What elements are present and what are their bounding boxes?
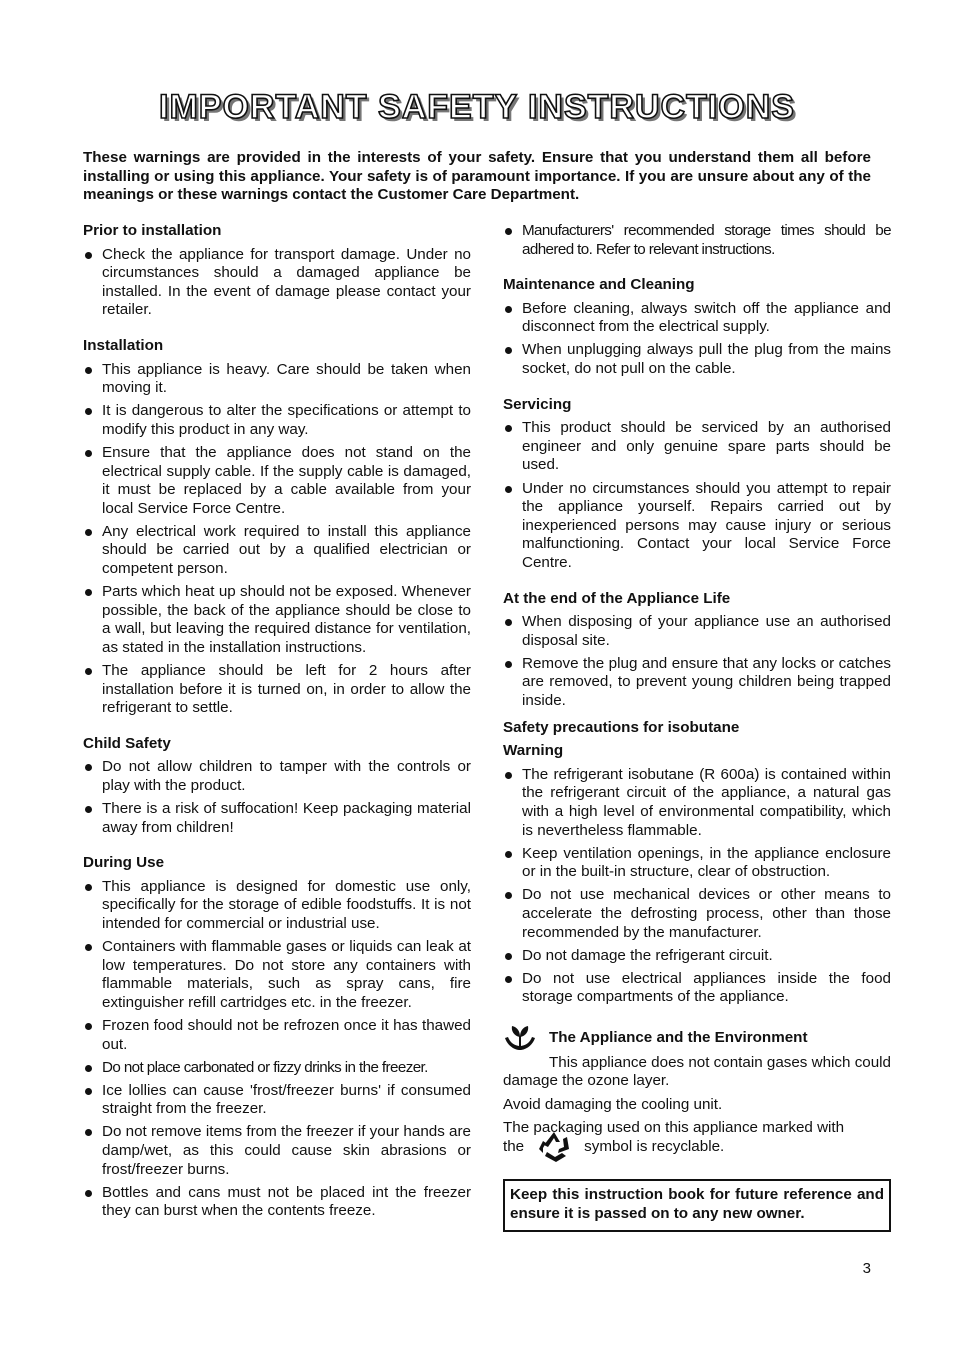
right-column — [503, 222, 891, 1232]
section-heading: During Use — [83, 854, 165, 872]
list-item: Do not place carbonated or fizzy drinks in the freezer. — [83, 1059, 471, 1078]
list-item: This appliance is heavy. Care should be taken when moving it. — [83, 361, 471, 398]
list-item: Under no circumstances should you attempt to repair the appliance yourself. Repairs carried out by inexperienced persons may cause injury or serious malfunctioning. Contact your local Service Force Centre. — [503, 480, 891, 573]
section-heading: Prior to installation — [83, 222, 222, 239]
list-item: When unplugging always pull the plug from the mains socket, do not pull on the cable. — [503, 341, 891, 378]
section-child-safety — [83, 735, 471, 837]
section-heading: At the end of the Appliance Life — [503, 589, 731, 607]
list-item: The refrigerant isobutane (R 600a) is contained within the refrigerant circuit of the appliance, a natural gas with a high level of environmental compatibility, which is nevertheless flammable. — [503, 766, 891, 840]
list-item: Manufacturers' recommended storage times should be adhered to. Refer to relevant instructions. — [503, 222, 891, 259]
list-item: When disposing of your appliance use an authorised disposal site. — [503, 613, 891, 650]
list-item: Before cleaning, always switch off the appliance and disconnect from the electrical supply. — [503, 300, 891, 337]
list-item: Bottles and cans must not be placed int the freezer they can burst when the contents freeze. — [83, 1184, 471, 1221]
list-item: There is a risk of suffocation! Keep packaging material away from children! — [83, 800, 471, 837]
list-item: Do not damage the refrigerant circuit. — [503, 947, 891, 966]
list-item: Any electrical work required to install this appliance should be carried out by a qualified electrician or competent person. — [83, 523, 471, 579]
section-end-of-life — [503, 590, 891, 711]
list-item: Ensure that the appliance does not stand on the electrical supply cable. If the supply cable is damaged, it must be replaced by a cable available from your local Service Force Centre. — [83, 444, 471, 518]
section-isobutane — [503, 719, 891, 1007]
list-item: Keep ventilation openings, in the appliance enclosure or in the built-in structure, clear of obstruction. — [503, 845, 891, 882]
page-number: 3 — [862, 1260, 871, 1277]
section-heading: Maintenance and Cleaning — [503, 276, 695, 294]
section-storage — [503, 222, 891, 259]
section-heading: The Appliance and the Environment — [549, 1028, 808, 1046]
section-during-use — [83, 854, 471, 1221]
list-item: Frozen food should not be refrozen once it has thawed out. — [83, 1017, 471, 1054]
environment-paragraph: Avoid damaging the cooling unit. — [503, 1095, 723, 1113]
section-subheading: Warning — [503, 742, 564, 760]
list-item: It is dangerous to alter the specifications or attempt to modify this product in any way. — [83, 402, 471, 439]
recycle-text-before: the — [503, 1137, 525, 1155]
left-column — [83, 222, 471, 1238]
section-heading: Child Safety — [83, 734, 171, 752]
section-heading: Safety precautions for isobutane — [503, 718, 740, 736]
plant-hands-icon — [503, 1024, 537, 1052]
list-item: Parts which heat up should not be exposed. Whenever possible, the back of the appliance should be close to a wall, but leaving the required distance for ventilation, as stated in the installation instructions. — [83, 583, 471, 657]
list-item: The appliance should be left for 2 hours after installation before it is turned on, in order to allow the refrigerant to settle. — [83, 662, 471, 718]
section-heading: Servicing — [503, 395, 572, 413]
notice-box: Keep this instruction book for future reference and ensure it is passed on to any new owner. — [503, 1179, 891, 1232]
intro-warning: These warnings are provided in the interests of your safety. Ensure that you understand them all before installing or using this appliance. Your safety is of paramount importance. If you are unsure about any of the meanings or these warnings contact the Customer Care Department. — [83, 149, 871, 204]
environment-paragraph: The packaging used on this appliance marked with — [503, 1118, 845, 1136]
section-maintenance — [503, 276, 891, 378]
list-item: Ice lollies can cause 'frost/freezer burns' if consumed straight from the freezer. — [83, 1082, 471, 1119]
list-item: Do not use mechanical devices or other means to accelerate the defrosting process, other than those recommended by the manufacturer. — [503, 886, 891, 942]
list-item: This appliance is designed for domestic use only, specifically for the storage of edible foodstuffs. It is not intended for commercial or industrial use. — [83, 878, 471, 934]
section-installation — [83, 337, 471, 718]
list-item: Containers with flammable gases or liquids can leak at low temperatures. Do not store any containers with flammable materials, such as spray cans, fire extinguisher refill cartridges etc. in the freezer. — [83, 938, 471, 1012]
page-title: IMPORTANT SAFETY INSTRUCTIONS — [159, 88, 795, 126]
section-servicing — [503, 396, 891, 573]
section-heading: Installation — [83, 336, 164, 354]
list-item: Do not allow children to tamper with the controls or play with the product. — [83, 758, 471, 795]
section-environment — [503, 1024, 891, 1233]
list-item: Do not remove items from the freezer if your hands are damp/wet, as this could cause skin abrasions or frost/freezer burns. — [83, 1123, 471, 1179]
section-prior-to-installation — [83, 222, 471, 320]
environment-heading-row — [503, 1024, 891, 1052]
list-item: Check the appliance for transport damage. Under no circumstances should a damaged appliance be installed. In the event of damage please contact your retailer. — [83, 246, 471, 320]
recycle-text-after: symbol is recyclable. — [584, 1137, 725, 1155]
list-item: Do not use electrical appliances inside the food storage compartments of the appliance. — [503, 970, 891, 1007]
environment-paragraph: This appliance does not contain gases which could damage the ozone layer. — [503, 1053, 891, 1090]
list-item: This product should be serviced by an authorised engineer and only genuine spare parts should be used. — [503, 419, 891, 475]
recycle-icon — [536, 1129, 572, 1165]
list-item: Remove the plug and ensure that any locks or catches are removed, to prevent young children being trapped inside. — [503, 655, 891, 711]
